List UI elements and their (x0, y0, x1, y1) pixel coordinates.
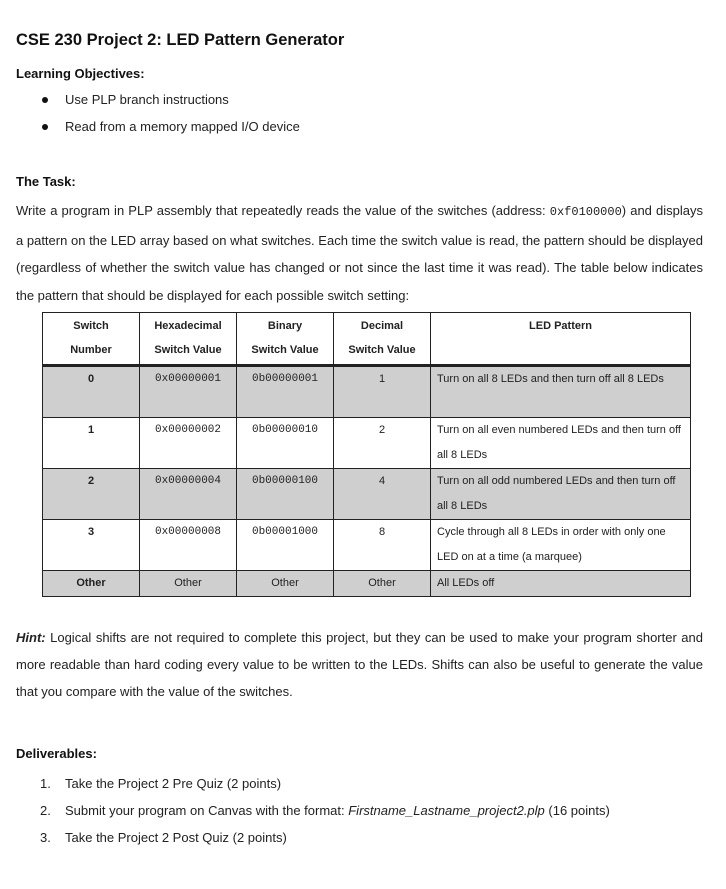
list-item: 2. Submit your program on Canvas with the format: Firstname_Lastname_project2.plp (16 points) (40, 803, 610, 818)
cell-switch-number: 2 (43, 469, 140, 520)
bullet-icon (42, 97, 48, 103)
header-hexadecimal: Hexadecimal Switch Value (140, 313, 237, 366)
cell-hex: 0x00000001 (140, 366, 237, 418)
cell-pattern: Cycle through all 8 LEDs in order with only one LED on at a time (a marquee) (431, 520, 691, 571)
cell-binary: 0b00000001 (237, 366, 334, 418)
table-row (43, 418, 691, 469)
cell-pattern: Turn on all even numbered LEDs and then turn off all 8 LEDs (431, 418, 691, 469)
task-heading: The Task: (16, 174, 76, 189)
cell-hex: 0x00000002 (140, 418, 237, 469)
cell-switch-number: 3 (43, 520, 140, 571)
header-switch-number: Switch Number (43, 313, 140, 366)
table-row (43, 469, 691, 520)
cell-binary: Other (237, 571, 334, 597)
hint-label: Hint: (16, 630, 46, 645)
list-item: Read from a memory mapped I/O device (16, 117, 300, 144)
table-row (43, 571, 691, 597)
hint-paragraph: Hint: Logical shifts are not required to complete this project, but they can be used to make your program shorter and more readable than hard coding every value to be written to the LEDs. Shifts can also be useful to generate the value that you compare with the value of the switches. (16, 630, 703, 699)
cell-pattern: Turn on all 8 LEDs and then turn off all 8 LEDs (431, 366, 691, 418)
list-item: 1. Take the Project 2 Pre Quiz (2 points) (40, 776, 282, 791)
table-header-row (43, 313, 691, 366)
cell-binary: 0b00000010 (237, 418, 334, 469)
cell-switch-number: 0 (43, 366, 140, 418)
cell-decimal: 4 (334, 469, 431, 520)
header-decimal: Decimal Switch Value (334, 313, 431, 366)
table-row (43, 366, 691, 418)
list-item: 3. Take the Project 2 Post Quiz (2 points) (40, 830, 287, 845)
cell-switch-number: 1 (43, 418, 140, 469)
header-led-pattern: LED Pattern (431, 313, 691, 366)
table-row (43, 520, 691, 571)
switch-address: 0xf0100000 (549, 205, 622, 219)
cell-switch-number: Other (43, 571, 140, 597)
cell-hex: Other (140, 571, 237, 597)
filename-format: Firstname_Lastname_project2.plp (348, 803, 545, 818)
cell-binary: 0b00000100 (237, 469, 334, 520)
objectives-heading: Learning Objectives: (16, 66, 145, 81)
page-title: CSE 230 Project 2: LED Pattern Generator (16, 31, 345, 49)
cell-decimal: 8 (334, 520, 431, 571)
cell-hex: 0x00000008 (140, 520, 237, 571)
cell-binary: 0b00001000 (237, 520, 334, 571)
objectives-list (16, 90, 300, 144)
bullet-icon (42, 124, 48, 130)
cell-decimal: Other (334, 571, 431, 597)
cell-hex: 0x00000004 (140, 469, 237, 520)
deliverables-heading: Deliverables: (16, 746, 97, 761)
deliverables-list (16, 773, 610, 854)
cell-decimal: 1 (334, 366, 431, 418)
task-paragraph: Write a program in PLP assembly that repeatedly reads the value of the switches (address: 0xf0100000) and displays a pattern on the LED array based on what switches. Each time the switch value is read, the pattern should be displayed (regardless of whether the switch value has changed or not since the last time it was read). The table below indicates the pattern that should be displayed for each possible switch setting: (16, 203, 703, 303)
cell-pattern: Turn on all odd numbered LEDs and then turn off all 8 LEDs (431, 469, 691, 520)
cell-pattern: All LEDs off (431, 571, 691, 597)
cell-decimal: 2 (334, 418, 431, 469)
header-binary: Binary Switch Value (237, 313, 334, 366)
led-pattern-table (42, 312, 691, 597)
list-item: Use PLP branch instructions (16, 90, 300, 117)
